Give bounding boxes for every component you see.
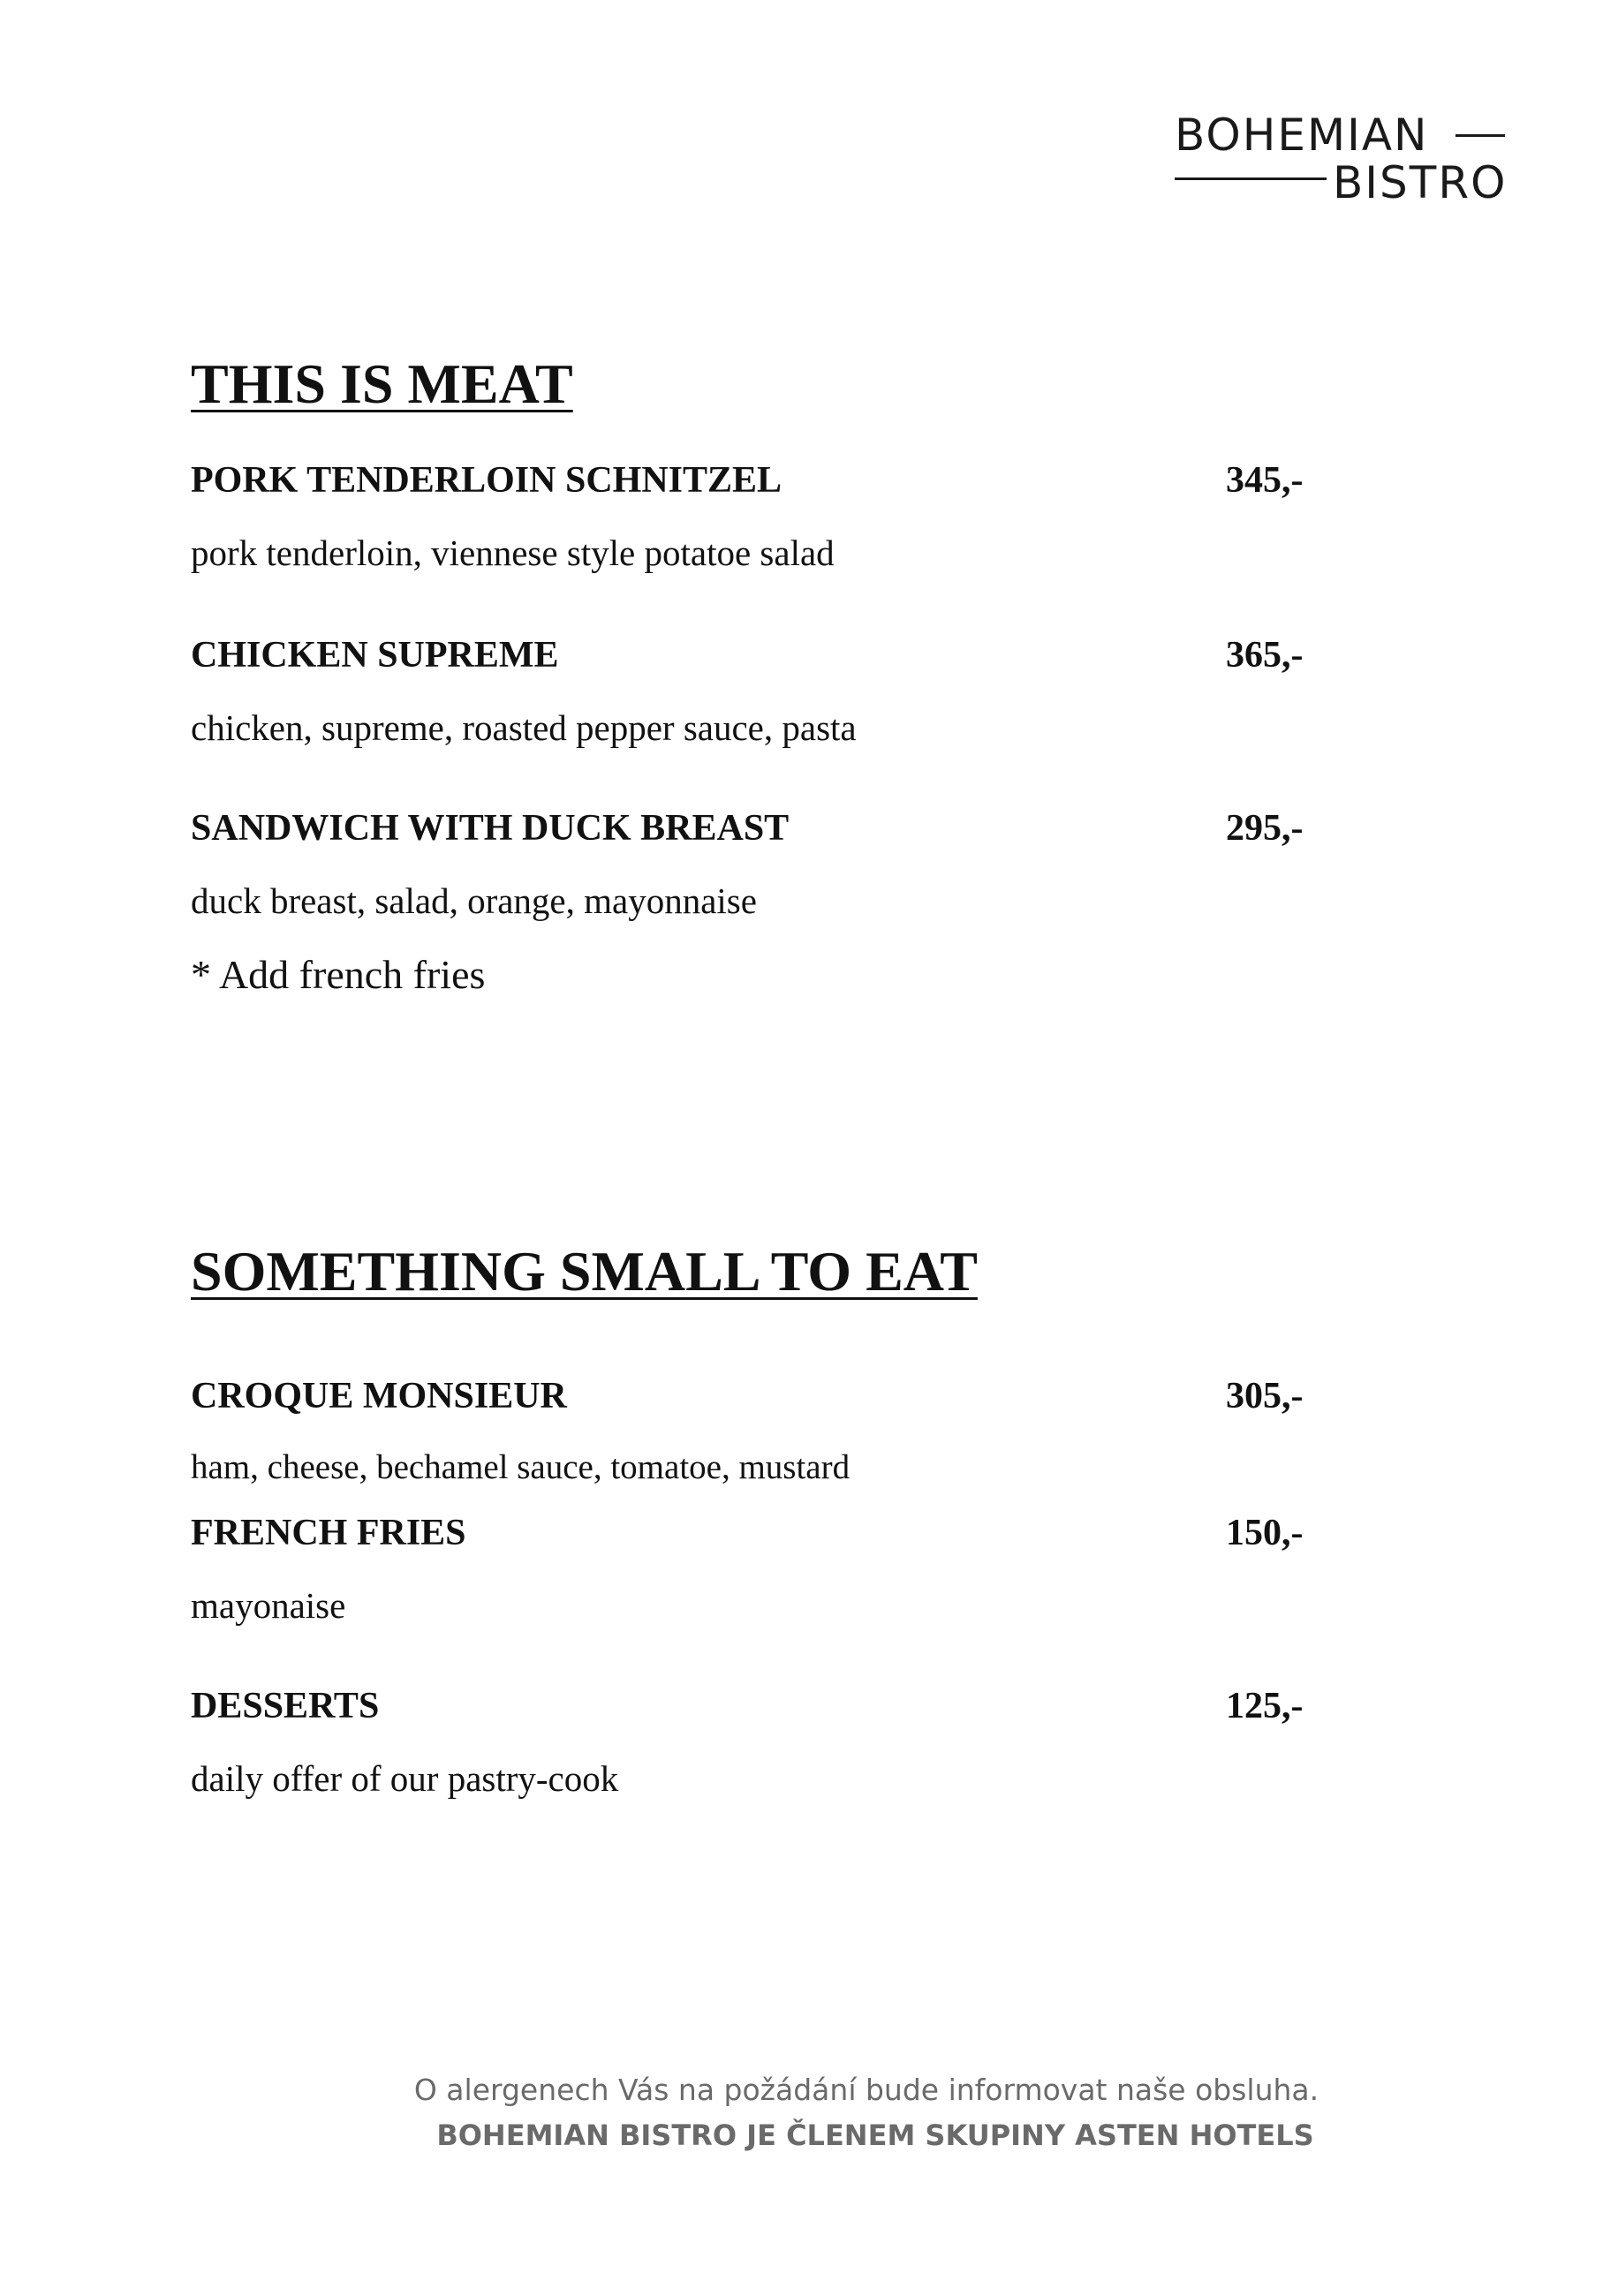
menu-item-description: ham, cheese, bechamel sauce, tomatoe, mustard bbox=[191, 1448, 851, 1486]
menu-item-price: 365,- bbox=[1226, 635, 1304, 676]
menu-item-name: PORK TENDERLOIN SCHNITZEL bbox=[191, 460, 783, 501]
menu-item-name: CROQUE MONSIEUR bbox=[191, 1376, 567, 1416]
menu-item-name: FRENCH FRIES bbox=[191, 1513, 466, 1553]
logo-rule-bottom bbox=[1175, 177, 1327, 180]
menu-item-price: 295,- bbox=[1226, 808, 1304, 849]
menu-item-name: DESSERTS bbox=[191, 1686, 380, 1726]
menu-item-description: daily offer of our pastry-cook bbox=[191, 1758, 619, 1799]
bohemian-bistro-logo bbox=[1175, 110, 1519, 208]
hotel-group-note: BOHEMIAN BISTRO JE ČLENEM SKUPINY ASTEN HOTELS bbox=[436, 2119, 1314, 2152]
allergen-note: O alergenech Vás na požádání bude informovat naše obsluha. bbox=[413, 2073, 1319, 2107]
logo-word-bohemian: BOHEMIAN bbox=[1175, 110, 1429, 161]
menu-item-price: 150,- bbox=[1226, 1513, 1304, 1553]
menu-item-description: duck breast, salad, orange, mayonnaise bbox=[191, 880, 757, 921]
menu-item-name: CHICKEN SUPREME bbox=[191, 635, 559, 676]
logo-word-bistro: BISTRO bbox=[1333, 157, 1508, 208]
menu-item-price: 305,- bbox=[1226, 1376, 1304, 1416]
menu-item-price: 125,- bbox=[1226, 1686, 1304, 1726]
menu-item-addon: * Add french fries bbox=[191, 952, 486, 997]
menu-item-description: mayonaise bbox=[191, 1585, 346, 1626]
section-title-meat: THIS IS MEAT bbox=[191, 352, 573, 415]
menu-item-description: pork tenderloin, viennese style potatoe salad bbox=[191, 532, 835, 573]
menu-item-name: SANDWICH WITH DUCK BREAST bbox=[191, 808, 790, 849]
section-title-small-eats: SOMETHING SMALL TO EAT bbox=[191, 1240, 978, 1303]
logo-rule-top bbox=[1455, 134, 1505, 137]
menu-item-price: 345,- bbox=[1226, 460, 1304, 501]
menu-item-description: chicken, supreme, roasted pepper sauce, pasta bbox=[191, 707, 857, 748]
